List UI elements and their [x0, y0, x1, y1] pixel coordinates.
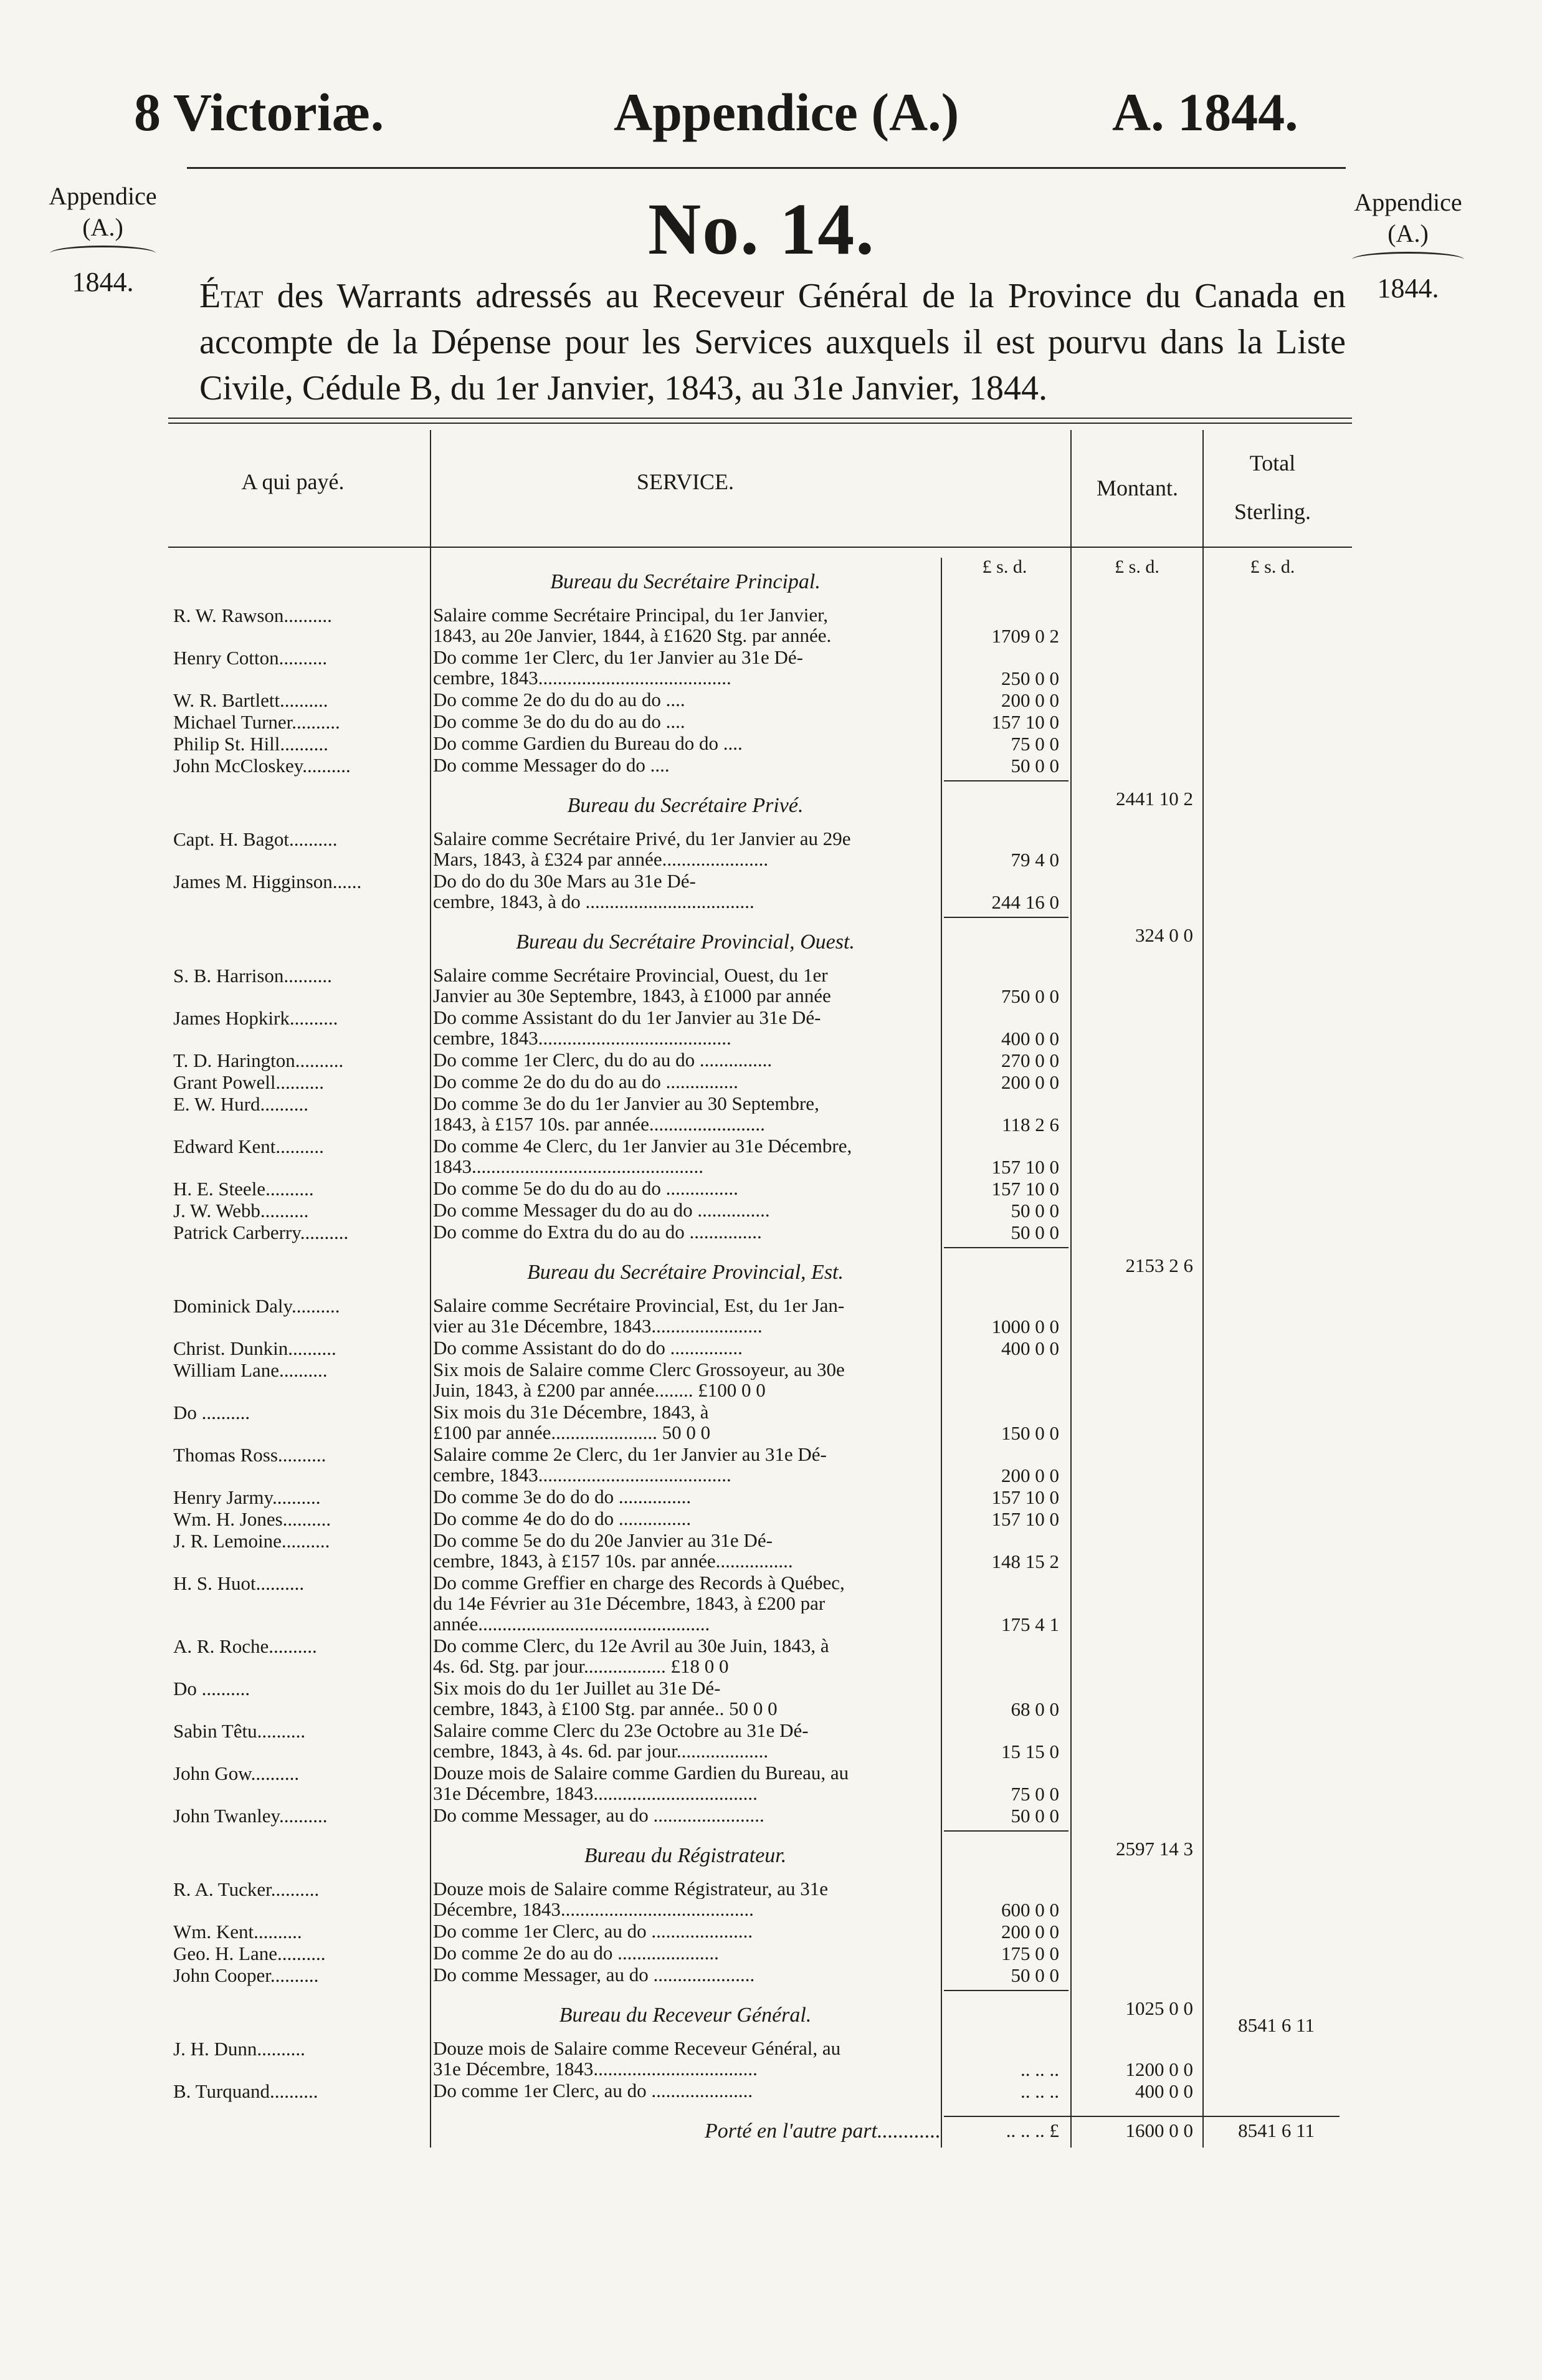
section-subtotal: 2597 14 3: [1116, 1838, 1193, 1860]
table-row-payee: E. W. Hurd..........: [173, 1093, 308, 1115]
table-row-service: [433, 605, 938, 646]
service-line: Do do do du 30e Mars au 31e Dé-: [433, 871, 696, 891]
service-line: cembre, 1843, à do ...................................: [433, 891, 754, 912]
table-row-amount: 250 0 0: [1001, 667, 1059, 689]
table-row-amount: 157 10 0: [991, 1178, 1059, 1200]
subtotal-rule: [944, 1830, 1068, 1832]
table-row-service: [433, 1135, 938, 1177]
table-row-payee: J. R. Lemoine..........: [173, 1530, 330, 1552]
table-row-payee: H. S. Huot..........: [173, 1572, 305, 1594]
table-row-amount: 15 15 0: [1001, 1741, 1059, 1762]
table-top-rule: [168, 418, 1352, 419]
section-subtotal: 324 0 0: [1135, 924, 1193, 946]
service-line: Do comme 4e do do do ...............: [433, 1508, 692, 1529]
section-title: Bureau du Receveur Général.: [559, 2004, 812, 2027]
service-line: Salaire comme 2e Clerc, du 1er Janvier au 31e Dé-: [433, 1444, 827, 1465]
service-line: 1843, au 20e Janvier, 1844, à £1620 Stg. par année.: [433, 625, 832, 646]
table-row-service: [433, 1943, 938, 1963]
table-row-service: [433, 1049, 938, 1070]
service-line: Salaire comme Clerc du 23e Octobre au 31e Dé-: [433, 1720, 809, 1741]
service-line: Do comme do Extra du do au do ...............: [433, 1221, 762, 1242]
table-row-service: [433, 1295, 938, 1336]
service-line: Douze mois de Salaire comme Régistrateur, au 31e: [433, 1878, 829, 1899]
service-line: Do comme Messager du do au do ...............: [433, 1200, 770, 1220]
table-row-amount: 1000 0 0: [991, 1316, 1059, 1337]
service-line: Juin, 1843, à £200 par année........ £100 0 0: [433, 1380, 766, 1400]
table-row-service: [433, 965, 938, 1006]
service-line: Do comme 1er Clerc, au do .....................: [433, 2080, 753, 2101]
table-row-payee: Do ..........: [173, 1402, 250, 1423]
table-row-amount: 148 15 2: [991, 1551, 1059, 1572]
document-number: No. 14.: [648, 188, 875, 270]
table-row-payee: Wm. H. Jones..........: [173, 1508, 331, 1530]
service-line: Mars, 1843, à £324 par année......................: [433, 849, 769, 869]
table-row-service: [433, 1071, 938, 1092]
service-line: Do comme 2e do au do .....................: [433, 1943, 719, 1963]
table-row-service: [433, 1200, 938, 1220]
margin-brace: [50, 246, 156, 261]
service-line: Do comme 3e do du do au do ....: [433, 711, 685, 732]
table-row-service: [433, 828, 938, 869]
margin-label: Appendice: [1354, 188, 1462, 216]
table-row-payee: John Gow..........: [173, 1762, 300, 1784]
table-row-payee: Christ. Dunkin..........: [173, 1337, 336, 1359]
table-row-amount: 157 10 0: [991, 711, 1059, 733]
service-line: Six mois do du 1er Juillet au 31e Dé-: [433, 1678, 721, 1698]
col-header-montant: Montant.: [1097, 476, 1178, 500]
service-line: Douze mois de Salaire comme Gardien du Bureau, au: [433, 1762, 849, 1783]
table-row-payee: B. Turquand..........: [173, 2080, 318, 2102]
table-row-service: [433, 1921, 938, 1941]
section-subtotal: 2441 10 2: [1116, 788, 1193, 810]
table-row-payee: Wm. Kent..........: [173, 1921, 302, 1943]
table-row-amount: 244 16 0: [991, 891, 1059, 913]
table-row-service: [433, 1007, 938, 1048]
section-subtotal: 2153 2 6: [1125, 1255, 1193, 1276]
service-line: Do comme Greffier en charge des Records à Québec,: [433, 1572, 845, 1593]
service-line: cembre, 1843, à 4s. 6d. par jour...................: [433, 1741, 769, 1761]
document-intro: [199, 273, 1346, 411]
table-row-amount: 157 10 0: [991, 1156, 1059, 1178]
table-row-amount: 200 0 0: [1001, 1465, 1059, 1486]
table-row-payee: Sabin Têtu..........: [173, 1720, 306, 1742]
table-row-service: [433, 711, 938, 732]
intro-rest: des Warrants adressés au Receveur Général de la Province du Canada en accompte de la Dépense pour les Services auxquels il est pourvu dans la Liste Civile, Cédule B, du 1er Janvier, 1843, au 31e Janvier, 1844.: [199, 277, 1346, 408]
intro-caps: État: [199, 277, 264, 315]
service-line: Do comme Assistant do du 1er Janvier au 31e Dé-: [433, 1007, 821, 1028]
table-row-amount: 175 0 0: [1001, 1943, 1059, 1964]
table-row-payee: Henry Jarmy..........: [173, 1486, 321, 1508]
column-rule: [1070, 430, 1072, 2148]
table-row-payee: Patrick Carberry..........: [173, 1221, 349, 1243]
service-line: 4s. 6d. Stg. par jour................. £18 0 0: [433, 1656, 729, 1676]
table-row-service: [433, 1221, 938, 1242]
table-row-amount: 400 0 0: [1001, 1337, 1059, 1359]
table-row-amount: 75 0 0: [1011, 1783, 1059, 1805]
table-row-service: [433, 871, 938, 912]
service-line: cembre, 1843........................................: [433, 1028, 731, 1048]
service-line: Salaire comme Secrétaire Provincial, Ouest, du 1er: [433, 965, 828, 985]
service-line: cembre, 1843........................................: [433, 667, 731, 688]
column-rule: [1202, 430, 1204, 2148]
service-line: Do comme 1er Clerc, du 1er Janvier au 31e Dé-: [433, 647, 803, 667]
table-row-amount: 50 0 0: [1011, 1200, 1059, 1221]
footer-dots: .. .. .. £: [1006, 2120, 1059, 2141]
table-row-service: [433, 1572, 938, 1634]
margin-brace: [1352, 252, 1464, 267]
table-row-payee: Michael Turner..........: [173, 711, 340, 733]
service-line: Do comme 3e do du 1er Janvier au 30 Septembre,: [433, 1093, 819, 1114]
margin-note-left: [44, 181, 162, 299]
service-line: cembre, 1843, à £100 Stg. par année.. 50 0 0: [433, 1698, 778, 1719]
table-row-payee: H. E. Steele..........: [173, 1178, 314, 1200]
table-row-amount: 50 0 0: [1011, 1221, 1059, 1243]
table-row-service: [433, 733, 938, 753]
footer-label: Porté en l'autre part............: [704, 2120, 941, 2143]
table-row-service: [433, 1359, 938, 1400]
service-line: Janvier au 30e Septembre, 1843, à £1000 par année: [433, 985, 831, 1006]
table-row-amount: 157 10 0: [991, 1486, 1059, 1508]
section-title: Bureau du Secrétaire Provincial, Ouest.: [516, 930, 855, 953]
table-row-amount: 175 4 1: [1001, 1613, 1059, 1635]
table-row-amount: 157 10 0: [991, 1508, 1059, 1530]
table-row-service: [433, 689, 938, 710]
table-row-amount: 600 0 0: [1001, 1899, 1059, 1921]
footer-montant: 1600 0 0: [1125, 2120, 1193, 2141]
service-line: Do comme Clerc, du 12e Avril au 30e Juin, 1843, à: [433, 1635, 829, 1656]
service-line: Do comme Messager do do ....: [433, 755, 670, 775]
table-row-amount: 118 2 6: [1002, 1114, 1059, 1135]
section-title: Bureau du Secrétaire Provincial, Est.: [527, 1261, 844, 1284]
table-row-payee: R. A. Tucker..........: [173, 1878, 320, 1900]
table-row-payee: Dominick Daly..........: [173, 1295, 340, 1317]
table-row-service: [433, 1805, 938, 1825]
table-row-payee: S. B. Harrison..........: [173, 965, 332, 987]
margin-note-right: [1346, 187, 1470, 305]
service-line: Salaire comme Secrétaire Privé, du 1er Janvier au 29e: [433, 828, 851, 849]
service-line: Do comme 5e do du do au do ...............: [433, 1178, 738, 1198]
header-rule: [187, 167, 1346, 169]
service-line: Do comme Gardien du Bureau do do ....: [433, 733, 743, 753]
table-top-rule: [168, 423, 1352, 424]
table-row-amount: .. .. ..: [1021, 2080, 1059, 2102]
table-row-payee: R. W. Rawson..........: [173, 605, 332, 626]
service-line: Do comme 1er Clerc, du do au do ...............: [433, 1049, 773, 1070]
service-line: Décembre, 1843........................................: [433, 1899, 754, 1919]
service-line: vier au 31e Décembre, 1843.......................: [433, 1316, 763, 1336]
table-row-payee: J. W. Webb..........: [173, 1200, 309, 1221]
subtotal-rule: [944, 917, 1068, 918]
currency-header-total: £ s. d.: [1250, 557, 1295, 577]
table-row-amount: 200 0 0: [1001, 1071, 1059, 1093]
section-title: Bureau du Secrétaire Privé.: [567, 794, 804, 817]
col-header-sterling: Sterling.: [1234, 499, 1311, 524]
table-row-payee: John McCloskey..........: [173, 755, 351, 777]
service-line: année................................................: [433, 1613, 710, 1634]
table-row-service: [433, 1337, 938, 1358]
service-line: Do comme 2e do du do au do ...............: [433, 1071, 738, 1092]
table-row-payee: Edward Kent..........: [173, 1135, 324, 1157]
table-row-payee: Capt. H. Bagot..........: [173, 828, 338, 850]
table-row-payee: William Lane..........: [173, 1359, 328, 1381]
table-row-service: [433, 755, 938, 775]
footer-total: 8541 6 11: [1238, 2120, 1315, 2141]
service-line: Six mois de Salaire comme Clerc Grossoyeur, au 30e: [433, 1359, 845, 1380]
footer-rule: [944, 2116, 1340, 2117]
table-row-amount: 50 0 0: [1011, 1805, 1059, 1827]
table-row-service: [433, 1635, 938, 1676]
table-row-service: [433, 1093, 938, 1134]
service-line: Six mois du 31e Décembre, 1843, à: [433, 1402, 709, 1422]
service-line: Do comme 3e do do do ...............: [433, 1486, 692, 1507]
table-row-service: [433, 1964, 938, 1985]
table-row-payee: John Twanley..........: [173, 1805, 328, 1827]
table-row-service: [433, 1678, 938, 1719]
header-right: A. 1844.: [1112, 82, 1298, 142]
service-line: cembre, 1843........................................: [433, 1465, 731, 1485]
table-row-montant: 1200 0 0: [1125, 2058, 1193, 2080]
service-line: cembre, 1843, à £157 10s. par année................: [433, 1551, 793, 1571]
currency-header-montant: £ s. d.: [1115, 557, 1159, 577]
table-row-montant: 400 0 0: [1135, 2080, 1193, 2102]
col-header-total: Total: [1249, 451, 1296, 476]
service-line: 31e Décembre, 1843..................................: [433, 2058, 758, 2079]
header-left: 8 Victoriæ.: [134, 82, 384, 142]
section-title: Bureau du Secrétaire Principal.: [550, 570, 821, 593]
service-line: Salaire comme Secrétaire Principal, du 1er Janvier,: [433, 605, 829, 625]
table-row-payee: John Cooper..........: [173, 1964, 319, 1986]
column-rule: [430, 430, 431, 2148]
table-row-service: [433, 2038, 938, 2079]
col-header-service: SERVICE.: [636, 469, 735, 494]
table-row-amount: 68 0 0: [1011, 1698, 1059, 1720]
service-line: Do comme 1er Clerc, au do .....................: [433, 1921, 753, 1941]
table-row-service: [433, 1762, 938, 1804]
table-row-amount: 200 0 0: [1001, 689, 1059, 711]
service-line: Do comme 5e do du 20e Janvier au 31e Dé-: [433, 1530, 773, 1551]
table-row-service: [433, 1486, 938, 1507]
currency-header-amount: £ s. d.: [982, 557, 1027, 577]
service-line: Do comme 4e Clerc, du 1er Janvier au 31e Décembre,: [433, 1135, 852, 1156]
table-row-payee: W. R. Bartlett..........: [173, 689, 328, 711]
table-row-amount: 50 0 0: [1011, 1964, 1059, 1986]
table-row-payee: Thomas Ross..........: [173, 1444, 326, 1466]
running-total: 8541 6 11: [1238, 2014, 1315, 2036]
service-line: Do comme Messager, au do .....................: [433, 1964, 755, 1985]
table-row-payee: T. D. Harington..........: [173, 1049, 344, 1071]
table-row-service: [433, 1178, 938, 1198]
table-row-service: [433, 1530, 938, 1571]
table-row-amount: 1709 0 2: [991, 625, 1059, 647]
table-row-payee: James Hopkirk..........: [173, 1007, 338, 1029]
column-rule: [941, 558, 942, 2148]
table-row-service: [433, 1402, 938, 1443]
table-row-service: [433, 1878, 938, 1919]
table-row-payee: James M. Higginson......: [173, 871, 362, 892]
service-line: 1843................................................: [433, 1156, 703, 1177]
table-row-amount: 200 0 0: [1001, 1921, 1059, 1943]
service-line: 31e Décembre, 1843..................................: [433, 1783, 758, 1804]
table-row-payee: Grant Powell..........: [173, 1071, 324, 1093]
table-row-payee: Philip St. Hill..........: [173, 733, 328, 755]
table-row-payee: Henry Cotton..........: [173, 647, 328, 669]
service-line: £100 par année...................... 50 0 0: [433, 1422, 711, 1443]
section-subtotal: 1025 0 0: [1125, 1997, 1193, 2019]
table-row-amount: .. .. ..: [1021, 2058, 1059, 2080]
margin-year: 1844.: [72, 267, 134, 297]
table-row-service: [433, 1508, 938, 1529]
table-row-amount: 50 0 0: [1011, 755, 1059, 777]
service-line: Salaire comme Secrétaire Provincial, Est, du 1er Jan-: [433, 1295, 845, 1316]
section-title: Bureau du Régistrateur.: [584, 1844, 787, 1867]
table-row-amount: 150 0 0: [1001, 1422, 1059, 1444]
margin-paren: (A.): [82, 213, 123, 241]
table-row-service: [433, 1444, 938, 1485]
service-line: 1843, à £157 10s. par année........................: [433, 1114, 765, 1134]
table-row-payee: Geo. H. Lane..........: [173, 1943, 326, 1964]
service-line: du 14e Février au 31e Décembre, 1843, à £200 par: [433, 1593, 826, 1613]
margin-label: Appendice: [49, 182, 157, 210]
service-line: Do comme Messager, au do .......................: [433, 1805, 764, 1825]
table-row-service: [433, 2080, 938, 2101]
table-row-amount: 75 0 0: [1011, 733, 1059, 755]
table-row-service: [433, 647, 938, 688]
col-header-payee: A qui payé.: [241, 469, 345, 494]
table-row-amount: 79 4 0: [1011, 849, 1059, 871]
table-row-payee: Do ..........: [173, 1678, 250, 1699]
margin-paren: (A.): [1387, 219, 1429, 247]
table-row-amount: 270 0 0: [1001, 1049, 1059, 1071]
service-line: Do comme 2e do du do au do ....: [433, 689, 685, 710]
subtotal-rule: [944, 780, 1068, 781]
table-row-amount: 750 0 0: [1001, 985, 1059, 1007]
table-row-payee: J. H. Dunn..........: [173, 2038, 305, 2060]
table-row-service: [433, 1720, 938, 1761]
service-line: Do comme Assistant do do do ...............: [433, 1337, 743, 1358]
subtotal-rule: [944, 1990, 1068, 1991]
header-center: Appendice (A.): [614, 82, 959, 142]
table-header-rule: [168, 547, 1352, 548]
table-row-payee: A. R. Roche..........: [173, 1635, 317, 1657]
service-line: Douze mois de Salaire comme Receveur Général, au: [433, 2038, 841, 2058]
subtotal-rule: [944, 1247, 1068, 1248]
margin-year: 1844.: [1377, 273, 1439, 303]
table-row-amount: 400 0 0: [1001, 1028, 1059, 1049]
